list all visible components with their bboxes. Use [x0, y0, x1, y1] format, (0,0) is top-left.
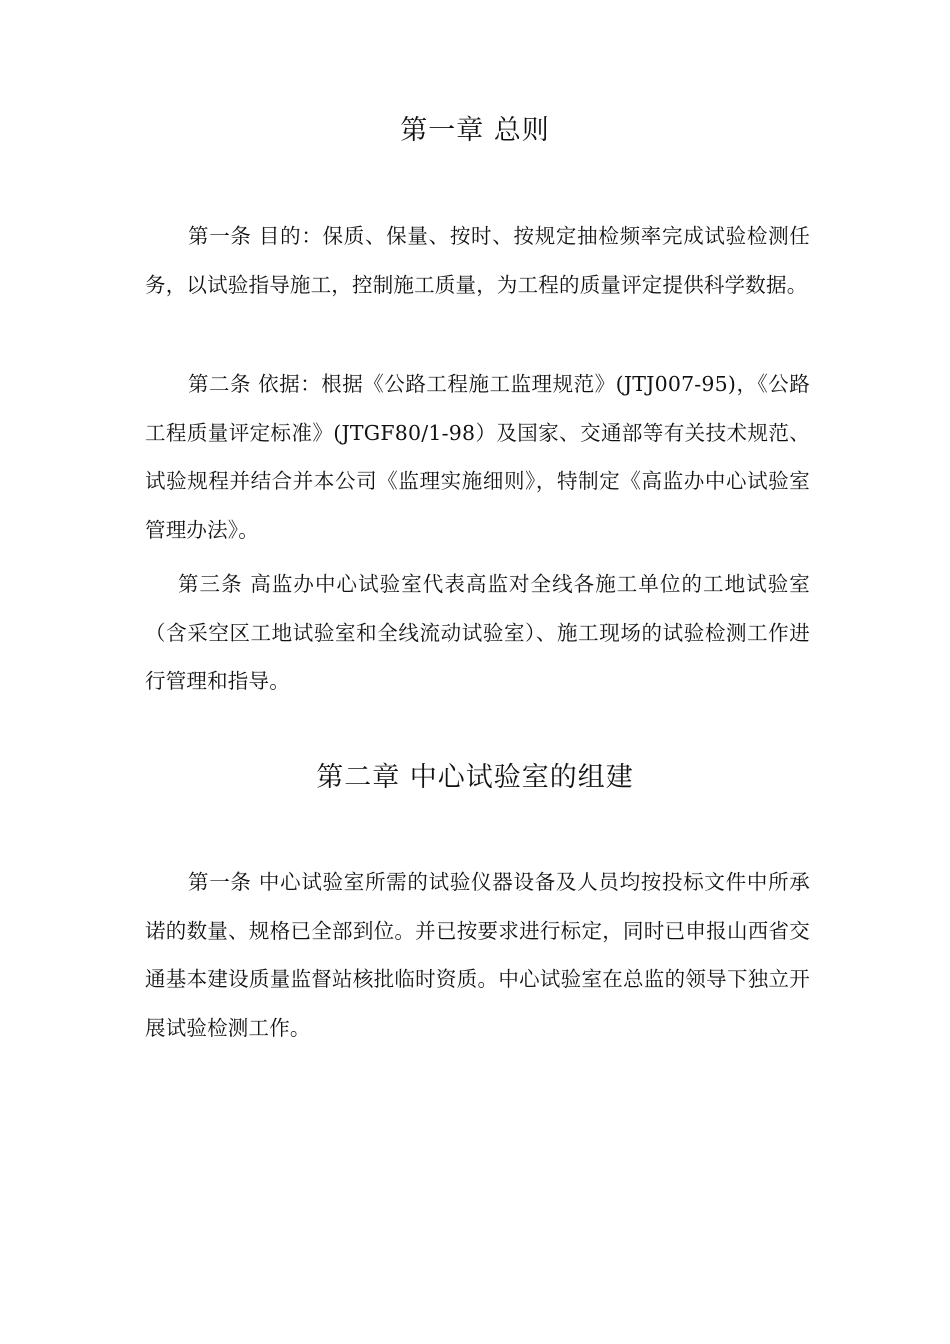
chapter-2-title: 第二章 中心试验室的组建	[316, 762, 634, 793]
chapter-1-article-3: 第三条 高监办中心试验室代表高监对全线各施工单位的工地试验室（含采空区工地试验室和全线流动试验室）、施工现场的试验检测工作进行管理和指导。	[145, 572, 810, 693]
chapter-1-article-1: 第一条 目的：保质、保量、按时、按规定抽检频率完成试验检测任务，以试验指导施工，控制施工质量，为工程的质量评定提供科学数据。	[145, 224, 810, 297]
chapter-2-article-1: 第一条 中心试验室所需的试验仪器设备及人员均按投标文件中所承诺的数量、规格已全部到位。并已按要求进行标定，同时已申报山西省交通基本建设质量监督站核批临时资质。中心试验室在总监的领导下独立开展试验检测工作。	[145, 870, 810, 1040]
chapter-1-article-2: 第二条 依据：根据《公路工程施工监理规范》(JTJ007-95)，《公路工程质量评定标准》(JTGF80/1-98）及国家、交通部等有关技术规范、试验规程并结合并本公司《监理实施细则》，特制定《高监办中心试验室管理办法》。	[145, 372, 810, 542]
chapter-1-title: 第一章 总则	[400, 115, 550, 146]
